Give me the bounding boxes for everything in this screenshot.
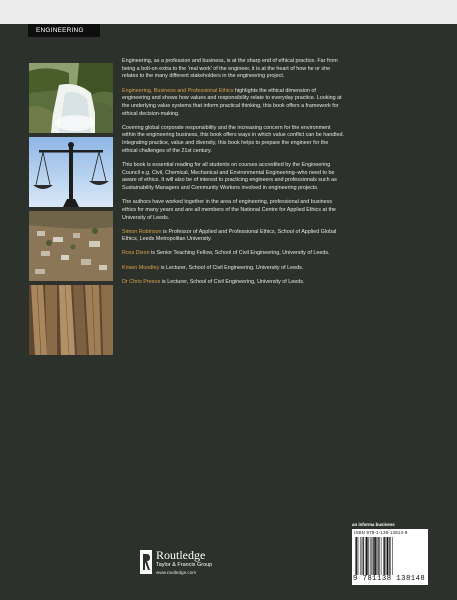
top-strip: [0, 0, 457, 24]
flood-photo: [29, 211, 113, 281]
author-bio: Simon Robinson is Professor of Applied and Professional Ethics, School of Applied Global Ethics, Leeds Metropolitan University.: [122, 228, 337, 243]
author-name: Krisen Moodley: [122, 264, 160, 271]
isbn-label: ISBN 978-1-138-13814-8: [354, 530, 408, 535]
waterfall-photo: [29, 63, 113, 133]
author-bio: Krisen Moodley is Lecturer, School of Civil Engineering, University of Leeds.: [122, 264, 304, 271]
isbn-digits: 9 781138 138148: [353, 575, 426, 583]
intro-paragraph: Engineering, as a profession and business, is at the sharp end of ethical practice. Far from being a bolt-on extra to the ‘real work’ of the engineer, it is at the heart of how he or she relates to the many different stakeholders in the engineering project.: [122, 58, 338, 80]
book-title: Engineering, Business and Professional Ethics: [122, 87, 234, 94]
book-description-paragraph: Engineering, Business and Professional Ethics highlights the ethical dimension of engineering and shows how values and responsibility relate to everyday practice. Looking at the underlying value systems that inform practical thinking, this book offers a framework for ethical decision-making.: [122, 87, 342, 117]
publisher-group: Taylor & Francis Group: [156, 562, 213, 568]
author-name: Dr Chris Preece: [122, 278, 161, 285]
informa-label: an informa business: [352, 522, 395, 527]
author-name: Ross Dixon: [122, 250, 150, 257]
author-name: Simon Robinson: [122, 228, 162, 235]
coverage-paragraph: Covering global corporate responsibility and the increasing concern for the environment within the engineering business, this book offers ways in which value conflict can be handled. Integrating practice, value and diversity, this book helps to prepare the engineer for the ethical challenges of the 21st century.: [122, 124, 344, 154]
author-bio: Dr Chris Preece is Lecturer, School of Civil Engineering, University of Leeds.: [122, 278, 305, 285]
publisher-name: Routledge: [156, 548, 206, 562]
isbn-barcode: [352, 529, 428, 585]
routledge-r-icon: [140, 550, 152, 574]
publisher-website: www.routledge.com: [156, 570, 197, 575]
audience-paragraph: This book is essential reading for all students on courses accredited by the Engineering Council e.g. Civil, Chemical, Mechanical and Environmental Engineering–who need to be aware of ethics. It will also be of interest to practicing engineers and professionals such as Sustainability Managers and Community Workers involved in engineering projects.: [122, 161, 337, 192]
authors-intro-paragraph: The authors have worked together in the area of engineering, professional and business ethics for many years and are all members of the National Centre for Applied Ethics at the University of Leeds.: [122, 199, 336, 221]
author-bio: Ross Dixon is Senior Teaching Fellow, School of Civil Engineering, University of Leeds.: [122, 250, 330, 257]
scales-photo: [29, 137, 113, 207]
category-label: ENGINEERING: [28, 24, 100, 37]
blurb: [122, 58, 344, 293]
barcode-bars: [354, 537, 426, 575]
timber-photo: [29, 285, 113, 355]
